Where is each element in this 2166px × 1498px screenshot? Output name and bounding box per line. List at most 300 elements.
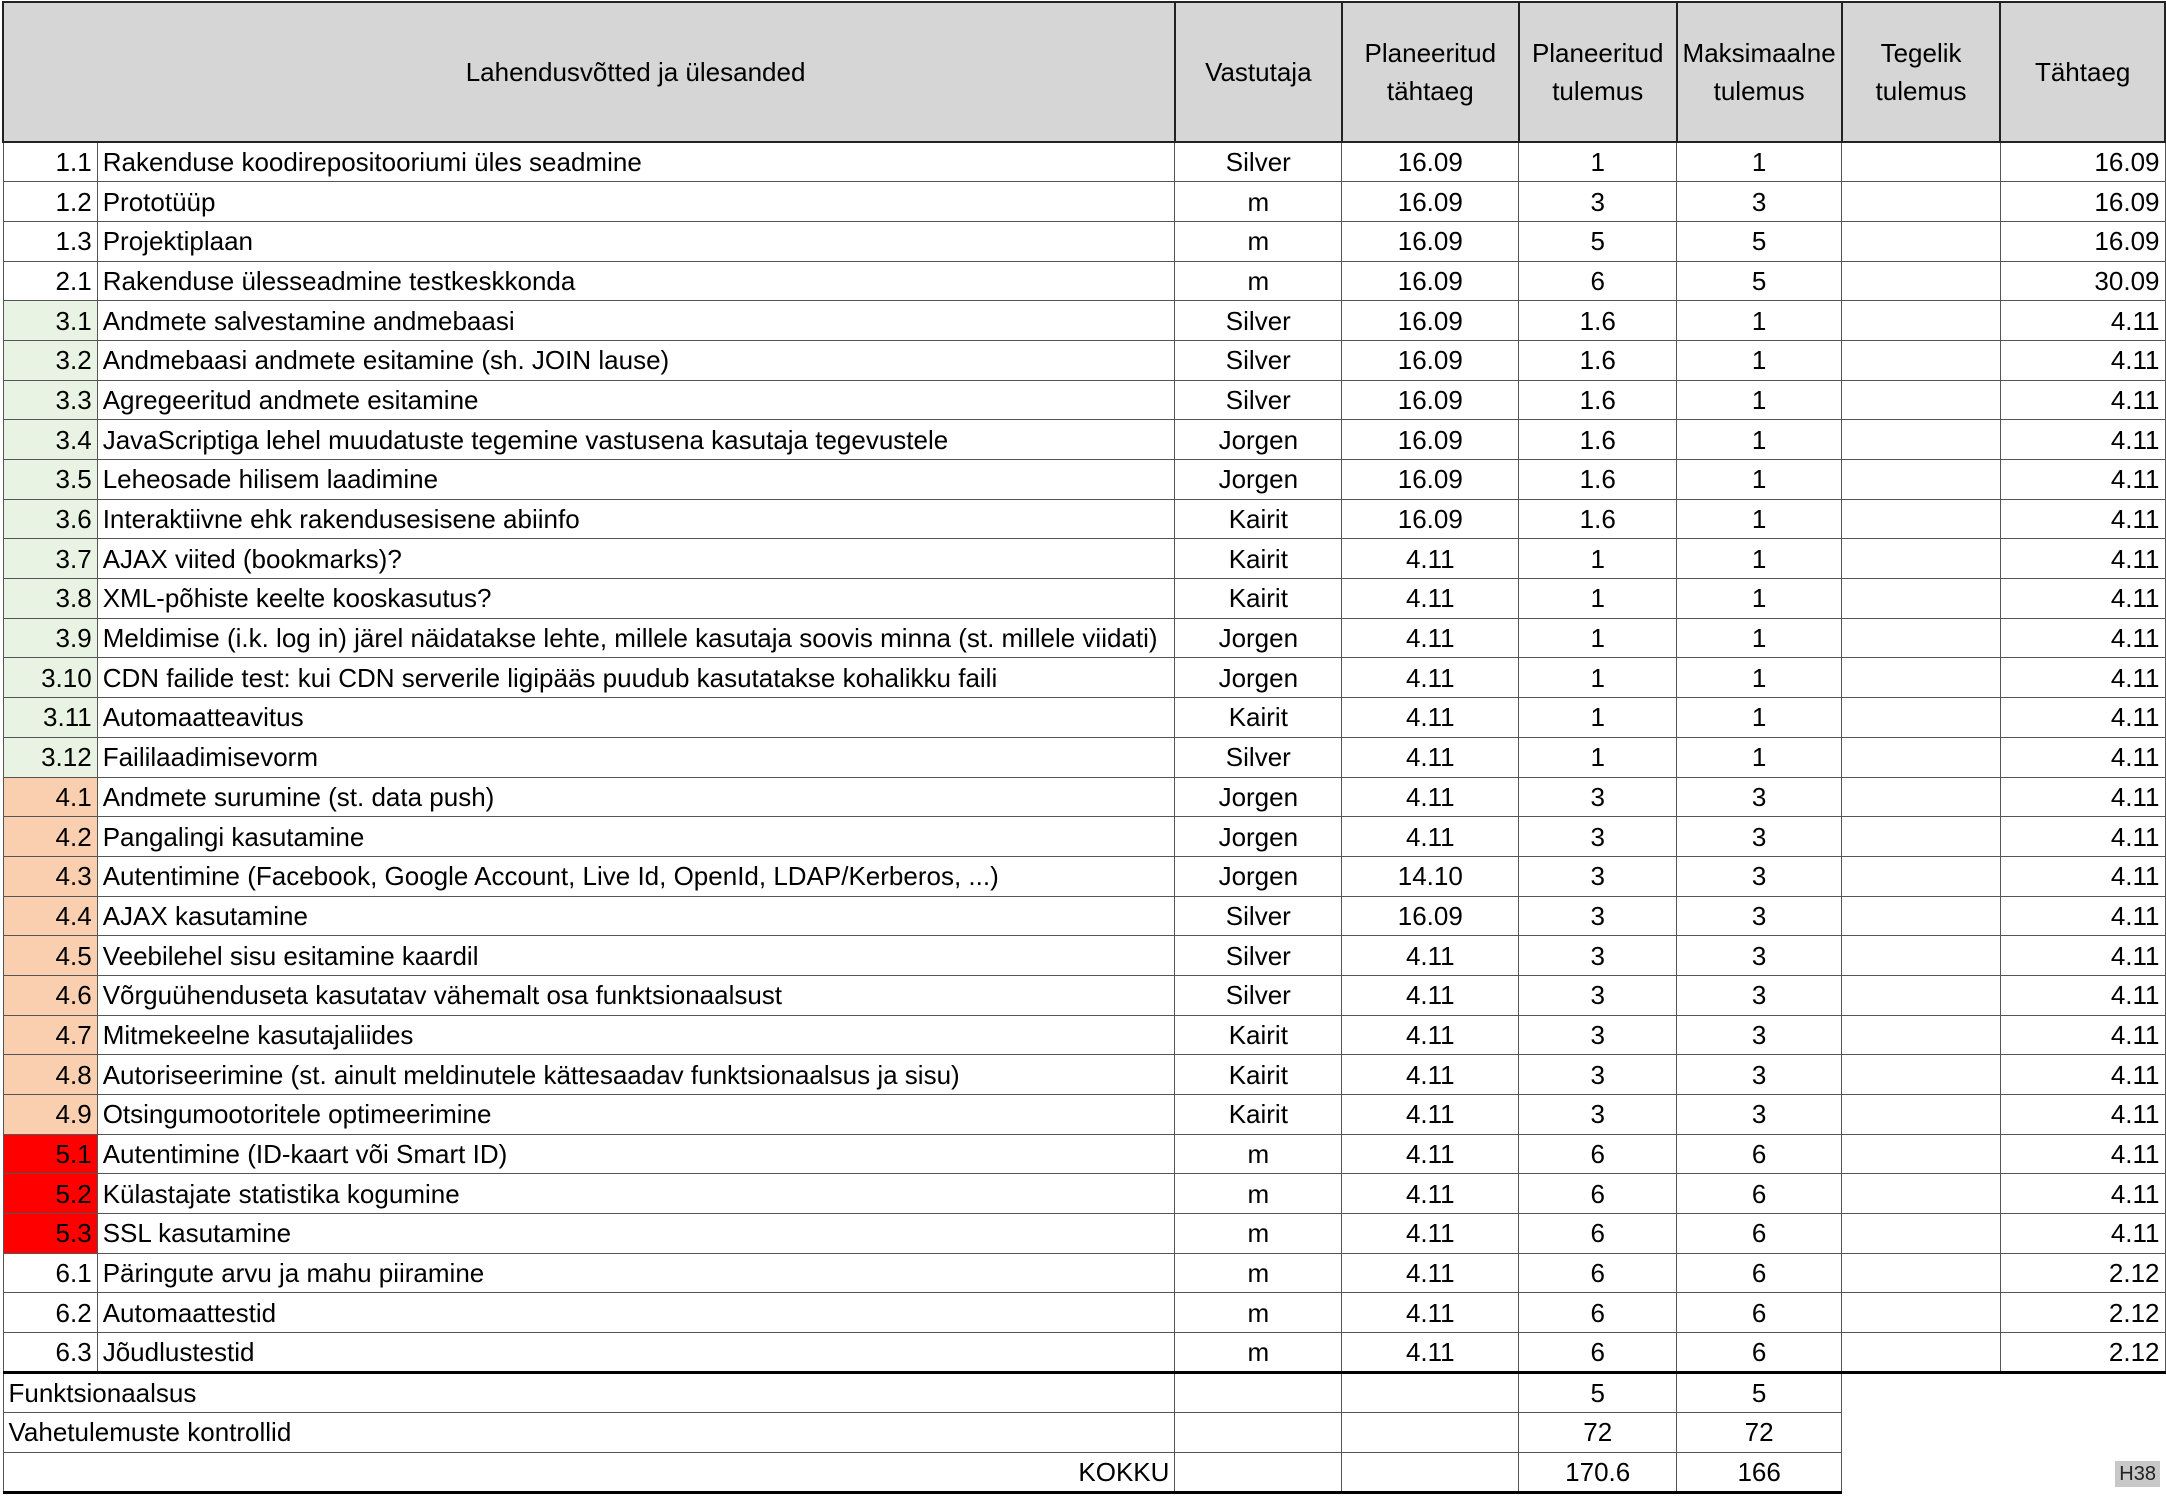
max-result-cell[interactable]: 3 (1677, 182, 1842, 222)
deadline-cell[interactable]: 16.09 (2000, 221, 2165, 261)
functionality-owner-cell[interactable] (1175, 1373, 1342, 1413)
owner-cell[interactable]: Silver (1175, 737, 1342, 777)
deadline-cell[interactable]: 4.11 (2000, 1174, 2165, 1214)
row-number[interactable]: 3.2 (3, 340, 97, 380)
owner-cell[interactable]: m (1175, 1174, 1342, 1214)
planned-deadline-cell[interactable]: 4.11 (1342, 1174, 1519, 1214)
actual-result-cell[interactable] (1842, 1055, 2001, 1095)
planned-result-cell[interactable]: 3 (1519, 182, 1677, 222)
owner-cell[interactable]: m (1175, 1134, 1342, 1174)
total-row (3, 1452, 2165, 1492)
total-deadline-cell[interactable] (1342, 1452, 1519, 1492)
owner-cell[interactable]: Kairit (1175, 1015, 1342, 1055)
checks-planned[interactable]: 72 (1519, 1413, 1677, 1453)
owner-cell[interactable]: m (1175, 261, 1342, 301)
owner-cell[interactable]: m (1175, 1214, 1342, 1254)
max-result-cell[interactable]: 3 (1677, 1095, 1842, 1135)
empty-cell[interactable] (1842, 1413, 2165, 1453)
task-description[interactable]: AJAX kasutamine (97, 896, 1175, 936)
row-number[interactable]: 3.3 (3, 380, 97, 420)
max-result-cell[interactable]: 1 (1677, 420, 1842, 460)
deadline-cell[interactable]: 4.11 (2000, 698, 2165, 738)
owner-cell[interactable]: Silver (1175, 340, 1342, 380)
task-description[interactable]: SSL kasutamine (97, 1214, 1175, 1254)
task-description[interactable]: Leheosade hilisem laadimine (97, 460, 1175, 500)
max-result-cell[interactable]: 3 (1677, 896, 1842, 936)
planned-deadline-cell[interactable]: 4.11 (1342, 1095, 1519, 1135)
table-row (3, 1095, 2165, 1135)
task-description[interactable]: Päringute arvu ja mahu piiramine (97, 1253, 1175, 1293)
actual-result-cell[interactable] (1842, 1174, 2001, 1214)
planned-deadline-cell[interactable]: 16.09 (1342, 420, 1519, 460)
planned-deadline-cell[interactable]: 4.11 (1342, 817, 1519, 857)
task-description[interactable]: Automaatteavitus (97, 698, 1175, 738)
owner-cell[interactable]: Kairit (1175, 579, 1342, 619)
owner-cell[interactable]: Kairit (1175, 499, 1342, 539)
deadline-cell[interactable]: 2.12 (2000, 1333, 2165, 1373)
deadline-cell[interactable]: 4.11 (2000, 420, 2165, 460)
functionality-row (3, 1373, 2165, 1413)
row-number[interactable]: 4.1 (3, 777, 97, 817)
max-result-cell[interactable]: 1 (1677, 658, 1842, 698)
row-number[interactable]: 1.2 (3, 182, 97, 222)
owner-cell[interactable]: Jorgen (1175, 618, 1342, 658)
actual-result-cell[interactable] (1842, 420, 2001, 460)
table-row (3, 1055, 2165, 1095)
planned-deadline-cell[interactable]: 16.09 (1342, 182, 1519, 222)
planned-result-cell[interactable]: 1.6 (1519, 420, 1677, 460)
owner-cell[interactable]: Jorgen (1175, 658, 1342, 698)
task-description[interactable]: Projektiplaan (97, 221, 1175, 261)
row-number[interactable]: 3.4 (3, 420, 97, 460)
actual-result-cell[interactable] (1842, 817, 2001, 857)
deadline-cell[interactable]: 4.11 (2000, 1055, 2165, 1095)
max-result-cell[interactable]: 3 (1677, 975, 1842, 1015)
actual-result-cell[interactable] (1842, 856, 2001, 896)
planned-result-cell[interactable]: 1 (1519, 579, 1677, 619)
table-row (3, 896, 2165, 936)
planned-deadline-cell[interactable]: 16.09 (1342, 261, 1519, 301)
empty-cell[interactable] (1842, 1373, 2165, 1413)
task-description[interactable]: Autentimine (ID-kaart või Smart ID) (97, 1134, 1175, 1174)
actual-result-cell[interactable] (1842, 1134, 2001, 1174)
table-row (3, 340, 2165, 380)
deadline-cell[interactable]: 4.11 (2000, 1134, 2165, 1174)
max-result-cell[interactable]: 3 (1677, 856, 1842, 896)
max-result-cell[interactable]: 6 (1677, 1174, 1842, 1214)
owner-cell[interactable]: Jorgen (1175, 777, 1342, 817)
row-number[interactable]: 2.1 (3, 261, 97, 301)
planned-deadline-cell[interactable]: 4.11 (1342, 1214, 1519, 1254)
header-row (3, 2, 2165, 142)
owner-cell[interactable]: m (1175, 1333, 1342, 1373)
actual-result-cell[interactable] (1842, 737, 2001, 777)
planned-deadline-cell[interactable]: 16.09 (1342, 142, 1519, 182)
deadline-cell[interactable]: 2.12 (2000, 1293, 2165, 1333)
planned-deadline-cell[interactable]: 4.11 (1342, 579, 1519, 619)
planned-deadline-cell[interactable]: 4.11 (1342, 1055, 1519, 1095)
task-description[interactable]: Meldimise (i.k. log in) järel näidatakse lehte, millele kasutaja soovis minna (st. millele viidati) (97, 618, 1175, 658)
total-max[interactable]: 166 (1677, 1452, 1842, 1492)
row-number[interactable]: 4.7 (3, 1015, 97, 1055)
owner-cell[interactable]: Jorgen (1175, 856, 1342, 896)
task-description[interactable]: Pangalingi kasutamine (97, 817, 1175, 857)
planned-result-cell[interactable]: 3 (1519, 1015, 1677, 1055)
row-number[interactable]: 4.8 (3, 1055, 97, 1095)
max-result-cell[interactable]: 1 (1677, 460, 1842, 500)
planned-result-cell[interactable]: 1 (1519, 698, 1677, 738)
task-description[interactable]: Otsingumootoritele optimeerimine (97, 1095, 1175, 1135)
functionality-deadline-cell[interactable] (1342, 1373, 1519, 1413)
planned-result-cell[interactable]: 1.6 (1519, 499, 1677, 539)
planned-deadline-cell[interactable]: 16.09 (1342, 380, 1519, 420)
max-result-cell[interactable]: 1 (1677, 539, 1842, 579)
functionality-label[interactable]: Funktsionaalsus (3, 1373, 1175, 1413)
deadline-cell[interactable]: 4.11 (2000, 380, 2165, 420)
table-row (3, 1253, 2165, 1293)
task-description[interactable]: JavaScriptiga lehel muudatuste tegemine vastusena kasutaja tegevustele (97, 420, 1175, 460)
max-result-cell[interactable]: 1 (1677, 698, 1842, 738)
planned-deadline-cell[interactable]: 4.11 (1342, 777, 1519, 817)
owner-cell[interactable]: Silver (1175, 380, 1342, 420)
planned-result-cell[interactable]: 6 (1519, 1174, 1677, 1214)
planned-deadline-cell[interactable]: 4.11 (1342, 975, 1519, 1015)
task-description[interactable]: CDN failide test: kui CDN serverile ligipääs puudub kasutatakse kohalikku faili (97, 658, 1175, 698)
max-result-cell[interactable]: 6 (1677, 1214, 1842, 1254)
row-number[interactable]: 3.6 (3, 499, 97, 539)
max-result-cell[interactable]: 1 (1677, 499, 1842, 539)
deadline-cell[interactable]: 4.11 (2000, 856, 2165, 896)
planned-deadline-cell[interactable]: 4.11 (1342, 737, 1519, 777)
actual-result-cell[interactable] (1842, 579, 2001, 619)
owner-cell[interactable]: Silver (1175, 142, 1342, 182)
actual-result-cell[interactable] (1842, 221, 2001, 261)
row-number[interactable]: 4.3 (3, 856, 97, 896)
table-row (3, 1333, 2165, 1373)
row-number[interactable]: 3.7 (3, 539, 97, 579)
table-row (3, 1134, 2165, 1174)
planned-result-cell[interactable]: 1 (1519, 142, 1677, 182)
planned-result-cell[interactable]: 3 (1519, 856, 1677, 896)
actual-result-cell[interactable] (1842, 1333, 2001, 1373)
owner-cell[interactable]: m (1175, 221, 1342, 261)
deadline-cell[interactable]: 4.11 (2000, 936, 2165, 976)
planned-result-cell[interactable]: 3 (1519, 1095, 1677, 1135)
row-number[interactable]: 4.9 (3, 1095, 97, 1135)
max-result-cell[interactable]: 6 (1677, 1134, 1842, 1174)
row-number[interactable]: 3.5 (3, 460, 97, 500)
table-row (3, 301, 2165, 341)
row-number[interactable]: 6.3 (3, 1333, 97, 1373)
task-description[interactable]: Interaktiivne ehk rakendusesisene abiinfo (97, 499, 1175, 539)
planned-result-cell[interactable]: 6 (1519, 1214, 1677, 1254)
functionality-max[interactable]: 5 (1677, 1373, 1842, 1413)
planned-result-cell[interactable]: 3 (1519, 817, 1677, 857)
row-number[interactable]: 6.1 (3, 1253, 97, 1293)
max-result-cell[interactable]: 3 (1677, 1055, 1842, 1095)
deadline-cell[interactable]: 4.11 (2000, 340, 2165, 380)
actual-result-cell[interactable] (1842, 142, 2001, 182)
row-number[interactable]: 5.1 (3, 1134, 97, 1174)
task-description[interactable]: Külastajate statistika kogumine (97, 1174, 1175, 1214)
task-description[interactable]: Automaattestid (97, 1293, 1175, 1333)
total-owner-cell[interactable] (1175, 1452, 1342, 1492)
owner-cell[interactable]: m (1175, 182, 1342, 222)
planned-result-cell[interactable]: 1 (1519, 737, 1677, 777)
owner-cell[interactable]: Kairit (1175, 1055, 1342, 1095)
planned-result-cell[interactable]: 3 (1519, 1055, 1677, 1095)
table-row (3, 1015, 2165, 1055)
owner-cell[interactable]: Silver (1175, 301, 1342, 341)
row-number[interactable]: 5.2 (3, 1174, 97, 1214)
deadline-cell[interactable]: 4.11 (2000, 579, 2165, 619)
actual-result-cell[interactable] (1842, 460, 2001, 500)
task-description[interactable]: Agregeeritud andmete esitamine (97, 380, 1175, 420)
task-description[interactable]: Mitmekeelne kasutajaliides (97, 1015, 1175, 1055)
planned-deadline-cell[interactable]: 16.09 (1342, 499, 1519, 539)
task-description[interactable]: Prototüüp (97, 182, 1175, 222)
actual-result-cell[interactable] (1842, 499, 2001, 539)
planned-result-cell[interactable]: 1.6 (1519, 380, 1677, 420)
planned-deadline-cell[interactable]: 4.11 (1342, 1293, 1519, 1333)
table-row (3, 499, 2165, 539)
actual-result-cell[interactable] (1842, 936, 2001, 976)
planned-deadline-cell[interactable]: 4.11 (1342, 698, 1519, 738)
max-result-cell[interactable]: 1 (1677, 618, 1842, 658)
task-description[interactable]: Rakenduse ülesseadmine testkeskkonda (97, 261, 1175, 301)
planned-result-cell[interactable]: 3 (1519, 975, 1677, 1015)
deadline-cell[interactable]: 4.11 (2000, 817, 2165, 857)
task-description[interactable]: Andmebaasi andmete esitamine (sh. JOIN lause) (97, 340, 1175, 380)
task-description[interactable]: Rakenduse koodirepositooriumi üles seadmine (97, 142, 1175, 182)
max-result-cell[interactable]: 5 (1677, 221, 1842, 261)
deadline-cell[interactable]: 4.11 (2000, 975, 2165, 1015)
total-planned[interactable]: 170.6 (1519, 1452, 1677, 1492)
max-result-cell[interactable]: 3 (1677, 1015, 1842, 1055)
max-result-cell[interactable]: 3 (1677, 936, 1842, 976)
planned-result-cell[interactable]: 6 (1519, 1134, 1677, 1174)
actual-result-cell[interactable] (1842, 658, 2001, 698)
deadline-cell[interactable]: 2.12 (2000, 1253, 2165, 1293)
planned-deadline-cell[interactable]: 16.09 (1342, 340, 1519, 380)
task-rows (3, 142, 2165, 1373)
deadline-cell[interactable]: 4.11 (2000, 737, 2165, 777)
planned-deadline-cell[interactable]: 4.11 (1342, 658, 1519, 698)
owner-cell[interactable]: Jorgen (1175, 460, 1342, 500)
row-number[interactable]: 1.3 (3, 221, 97, 261)
planned-deadline-cell[interactable]: 16.09 (1342, 460, 1519, 500)
max-result-cell[interactable]: 5 (1677, 261, 1842, 301)
deadline-cell[interactable]: 30.09 (2000, 261, 2165, 301)
actual-result-cell[interactable] (1842, 182, 2001, 222)
totals-section (3, 1373, 2165, 1493)
max-result-cell[interactable]: 1 (1677, 340, 1842, 380)
task-description[interactable]: Veebilehel sisu esitamine kaardil (97, 936, 1175, 976)
max-result-cell[interactable]: 1 (1677, 579, 1842, 619)
deadline-cell[interactable]: 4.11 (2000, 777, 2165, 817)
deadline-cell[interactable]: 4.11 (2000, 896, 2165, 936)
row-number[interactable]: 3.10 (3, 658, 97, 698)
row-number[interactable]: 4.4 (3, 896, 97, 936)
table-row (3, 1174, 2165, 1214)
row-number[interactable]: 3.8 (3, 579, 97, 619)
max-result-cell[interactable]: 1 (1677, 301, 1842, 341)
actual-result-cell[interactable] (1842, 1253, 2001, 1293)
task-description[interactable]: Andmete surumine (st. data push) (97, 777, 1175, 817)
planned-result-cell[interactable]: 6 (1519, 1253, 1677, 1293)
max-result-cell[interactable]: 3 (1677, 817, 1842, 857)
planned-deadline-cell[interactable]: 4.11 (1342, 539, 1519, 579)
planned-result-cell[interactable]: 1 (1519, 658, 1677, 698)
table-row (3, 1214, 2165, 1254)
planned-deadline-cell[interactable]: 16.09 (1342, 221, 1519, 261)
max-result-cell[interactable]: 3 (1677, 777, 1842, 817)
actual-result-cell[interactable] (1842, 380, 2001, 420)
checks-label[interactable]: Vahetulemuste kontrollid (3, 1413, 1175, 1453)
planned-result-cell[interactable]: 1.6 (1519, 460, 1677, 500)
planned-result-cell[interactable]: 6 (1519, 261, 1677, 301)
deadline-cell[interactable]: 4.11 (2000, 1095, 2165, 1135)
table-row (3, 975, 2165, 1015)
row-number[interactable]: 3.9 (3, 618, 97, 658)
table-row (3, 221, 2165, 261)
owner-cell[interactable]: Kairit (1175, 1095, 1342, 1135)
actual-result-cell[interactable] (1842, 539, 2001, 579)
planned-result-cell[interactable]: 3 (1519, 896, 1677, 936)
deadline-cell[interactable]: 4.11 (2000, 658, 2165, 698)
deadline-cell[interactable]: 4.11 (2000, 301, 2165, 341)
max-result-cell[interactable]: 6 (1677, 1293, 1842, 1333)
actual-result-cell[interactable] (1842, 618, 2001, 658)
header-planned-deadline[interactable]: Planeeritud tähtaeg (1342, 2, 1519, 142)
planned-deadline-cell[interactable]: 16.09 (1342, 301, 1519, 341)
actual-result-cell[interactable] (1842, 301, 2001, 341)
row-number[interactable]: 4.5 (3, 936, 97, 976)
owner-cell[interactable]: Kairit (1175, 539, 1342, 579)
row-number[interactable]: 5.3 (3, 1214, 97, 1254)
planned-deadline-cell[interactable]: 4.11 (1342, 1015, 1519, 1055)
actual-result-cell[interactable] (1842, 698, 2001, 738)
owner-cell[interactable]: Silver (1175, 975, 1342, 1015)
actual-result-cell[interactable] (1842, 261, 2001, 301)
planned-deadline-cell[interactable]: 4.11 (1342, 618, 1519, 658)
planned-result-cell[interactable]: 1.6 (1519, 340, 1677, 380)
table-row (3, 817, 2165, 857)
deadline-cell[interactable]: 4.11 (2000, 539, 2165, 579)
table-row (3, 579, 2165, 619)
actual-result-cell[interactable] (1842, 896, 2001, 936)
actual-result-cell[interactable] (1842, 340, 2001, 380)
owner-cell[interactable]: Silver (1175, 936, 1342, 976)
planned-deadline-cell[interactable]: 16.09 (1342, 896, 1519, 936)
task-description[interactable]: Jõudlustestid (97, 1333, 1175, 1373)
row-number[interactable]: 3.12 (3, 737, 97, 777)
owner-cell[interactable]: m (1175, 1253, 1342, 1293)
row-number[interactable]: 6.2 (3, 1293, 97, 1333)
task-description[interactable]: Võrguühenduseta kasutatav vähemalt osa funktsionaalsust (97, 975, 1175, 1015)
checks-max[interactable]: 72 (1677, 1413, 1842, 1453)
task-description[interactable]: Autentimine (Facebook, Google Account, Live Id, OpenId, LDAP/Kerberos, ...) (97, 856, 1175, 896)
deadline-cell[interactable]: 4.11 (2000, 1015, 2165, 1055)
max-result-cell[interactable]: 6 (1677, 1333, 1842, 1373)
row-number[interactable]: 3.1 (3, 301, 97, 341)
planned-result-cell[interactable]: 6 (1519, 1293, 1677, 1333)
planned-deadline-cell[interactable]: 4.11 (1342, 1134, 1519, 1174)
owner-cell[interactable]: Jorgen (1175, 420, 1342, 460)
planned-deadline-cell[interactable]: 4.11 (1342, 1253, 1519, 1293)
deadline-cell[interactable]: 4.11 (2000, 460, 2165, 500)
planned-deadline-cell[interactable]: 4.11 (1342, 1333, 1519, 1373)
owner-cell[interactable]: Kairit (1175, 698, 1342, 738)
checks-row (3, 1413, 2165, 1453)
table-row (3, 460, 2165, 500)
header-owner[interactable]: Vastutaja (1175, 2, 1342, 142)
row-number[interactable]: 1.1 (3, 142, 97, 182)
planned-result-cell[interactable]: 1 (1519, 539, 1677, 579)
task-description[interactable]: Autoriseerimine (st. ainult meldinutele kättesaadav funktsionaalsus ja sisu) (97, 1055, 1175, 1095)
functionality-planned[interactable]: 5 (1519, 1373, 1677, 1413)
max-result-cell[interactable]: 1 (1677, 142, 1842, 182)
max-result-cell[interactable]: 6 (1677, 1253, 1842, 1293)
max-result-cell[interactable]: 1 (1677, 380, 1842, 420)
table-row (3, 936, 2165, 976)
task-description[interactable]: Andmete salvestamine andmebaasi (97, 301, 1175, 341)
deadline-cell[interactable]: 4.11 (2000, 1214, 2165, 1254)
header-actual-result[interactable]: Tegelik tulemus (1842, 2, 2001, 142)
checks-owner-cell[interactable] (1175, 1413, 1342, 1453)
total-label[interactable]: KOKKU (3, 1452, 1175, 1492)
max-result-cell[interactable]: 1 (1677, 737, 1842, 777)
deadline-cell[interactable]: 4.11 (2000, 499, 2165, 539)
row-number[interactable]: 4.2 (3, 817, 97, 857)
row-number[interactable]: 3.11 (3, 698, 97, 738)
deadline-cell[interactable]: 4.11 (2000, 618, 2165, 658)
header-num[interactable] (3, 2, 97, 142)
table-row (3, 182, 2165, 222)
header-deadline[interactable]: Tähtaeg (2000, 2, 2165, 142)
planned-result-cell[interactable]: 1 (1519, 618, 1677, 658)
owner-cell[interactable]: Jorgen (1175, 817, 1342, 857)
deadline-cell[interactable]: 16.09 (2000, 182, 2165, 222)
table-row (3, 777, 2165, 817)
header-task[interactable]: Lahendusvõtted ja ülesanded (97, 2, 1175, 142)
planned-result-cell[interactable]: 6 (1519, 1333, 1677, 1373)
actual-result-cell[interactable] (1842, 1015, 2001, 1055)
task-description[interactable]: XML-põhiste keelte kooskasutus? (97, 579, 1175, 619)
actual-result-cell[interactable] (1842, 777, 2001, 817)
owner-cell[interactable]: m (1175, 1293, 1342, 1333)
checks-deadline-cell[interactable] (1342, 1413, 1519, 1453)
planned-result-cell[interactable]: 1.6 (1519, 301, 1677, 341)
deadline-cell[interactable]: 16.09 (2000, 142, 2165, 182)
task-description[interactable]: AJAX viited (bookmarks)? (97, 539, 1175, 579)
planned-deadline-cell[interactable]: 14.10 (1342, 856, 1519, 896)
planned-deadline-cell[interactable]: 4.11 (1342, 936, 1519, 976)
planned-result-cell[interactable]: 5 (1519, 221, 1677, 261)
actual-result-cell[interactable] (1842, 1293, 2001, 1333)
actual-result-cell[interactable] (1842, 1095, 2001, 1135)
actual-result-cell[interactable] (1842, 1214, 2001, 1254)
planned-result-cell[interactable]: 3 (1519, 777, 1677, 817)
header-planned-result[interactable]: Planeeritud tulemus (1519, 2, 1677, 142)
task-description[interactable]: Faililaadimisevorm (97, 737, 1175, 777)
table-row (3, 142, 2165, 182)
header-max-result[interactable]: Maksimaalne tulemus (1677, 2, 1842, 142)
owner-cell[interactable]: Silver (1175, 896, 1342, 936)
planned-result-cell[interactable]: 3 (1519, 936, 1677, 976)
actual-result-cell[interactable] (1842, 975, 2001, 1015)
row-number[interactable]: 4.6 (3, 975, 97, 1015)
